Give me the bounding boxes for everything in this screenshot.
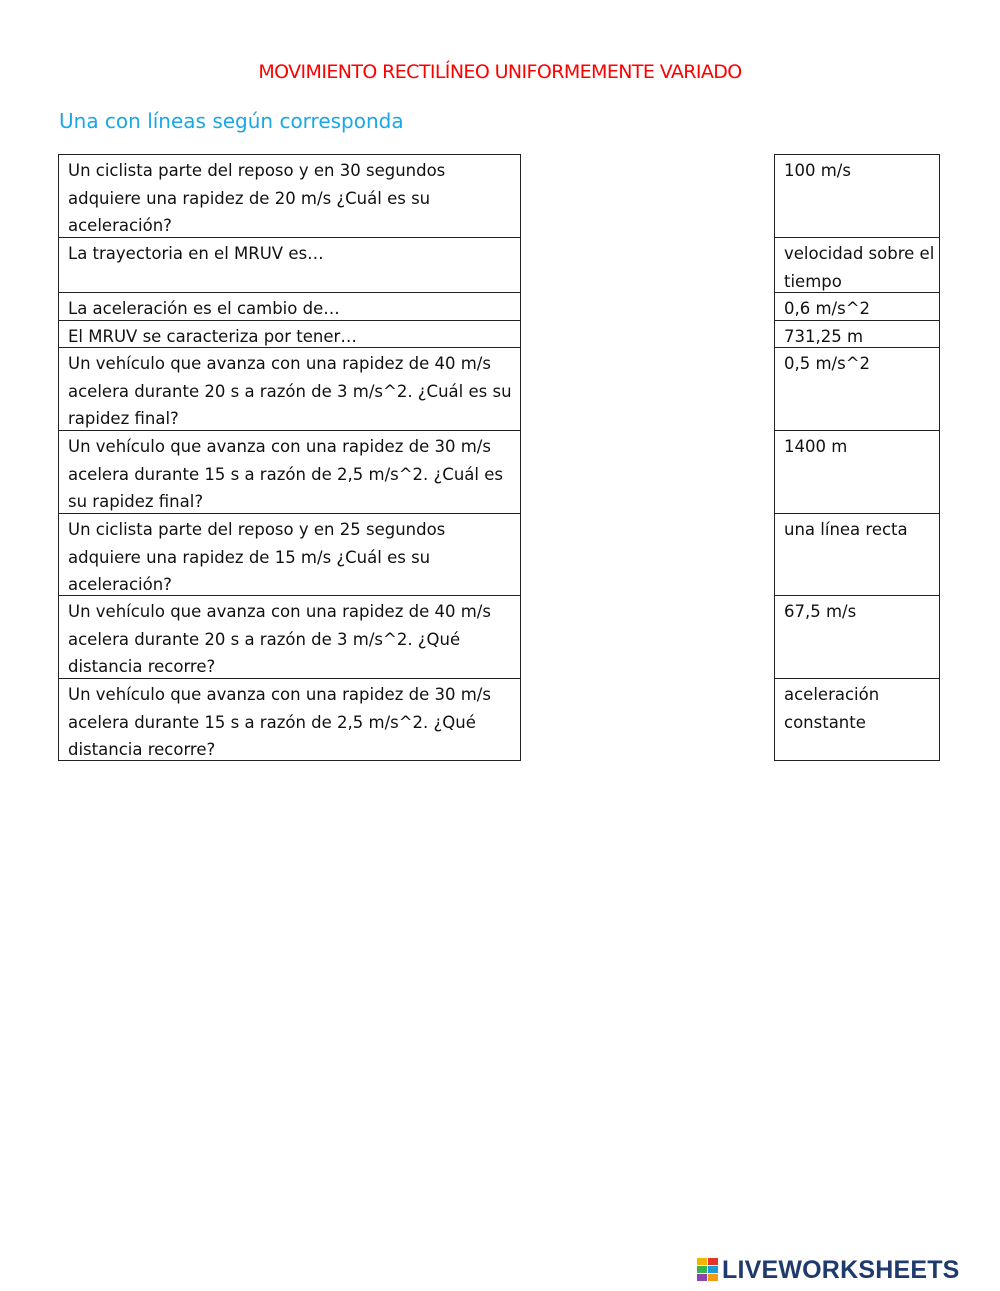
question-item-3[interactable]: La aceleración es el cambio de… [59,293,520,321]
answer-item-7[interactable]: una línea recta [775,514,939,596]
question-item-4[interactable]: El MRUV se caracteriza por tener… [59,321,520,348]
answer-item-8[interactable]: 67,5 m/s [775,596,939,679]
answer-item-3[interactable]: 0,6 m/s^2 [775,293,939,321]
question-item-9[interactable]: Un vehículo que avanza con una rapidez de 30 m/s acelera durante 15 s a razón de 2,5 m/s^2. ¿Qué distancia recorre? [59,679,520,761]
question-item-8[interactable]: Un vehículo que avanza con una rapidez de 40 m/s acelera durante 20 s a razón de 3 m/s^2. ¿Qué distancia recorre? [59,596,520,679]
answer-item-9[interactable]: aceleración constante [775,679,939,761]
answer-item-6[interactable]: 1400 m [775,431,939,514]
question-item-5[interactable]: Un vehículo que avanza con una rapidez de 40 m/s acelera durante 20 s a razón de 3 m/s^2. ¿Cuál es su rapidez final? [59,348,520,431]
worksheet-instruction: Una con líneas según corresponda [59,109,404,133]
question-item-2[interactable]: La trayectoria en el MRUV es… [59,238,520,293]
question-item-6[interactable]: Un vehículo que avanza con una rapidez de 30 m/s acelera durante 15 s a razón de 2,5 m/s^2. ¿Cuál es su rapidez final? [59,431,520,514]
answer-item-1[interactable]: 100 m/s [775,155,939,238]
answer-item-5[interactable]: 0,5 m/s^2 [775,348,939,431]
question-item-1[interactable]: Un ciclista parte del reposo y en 30 segundos adquiere una rapidez de 20 m/s ¿Cuál es su aceleración? [59,155,520,238]
question-item-7[interactable]: Un ciclista parte del reposo y en 25 segundos adquiere una rapidez de 15 m/s ¿Cuál es su aceleración? [59,514,520,596]
worksheet-title: MOVIMIENTO RECTILÍNEO UNIFORMEMENTE VARIADO [258,61,742,83]
liveworksheets-logo [697,1257,960,1283]
logo-text: LIVEWORKSHEETS [722,1256,960,1284]
questions-column [58,154,521,761]
logo-blocks-icon [697,1258,719,1282]
answer-item-4[interactable]: 731,25 m [775,321,939,348]
answer-item-2[interactable]: velocidad sobre el tiempo [775,238,939,293]
answers-column [774,154,940,761]
